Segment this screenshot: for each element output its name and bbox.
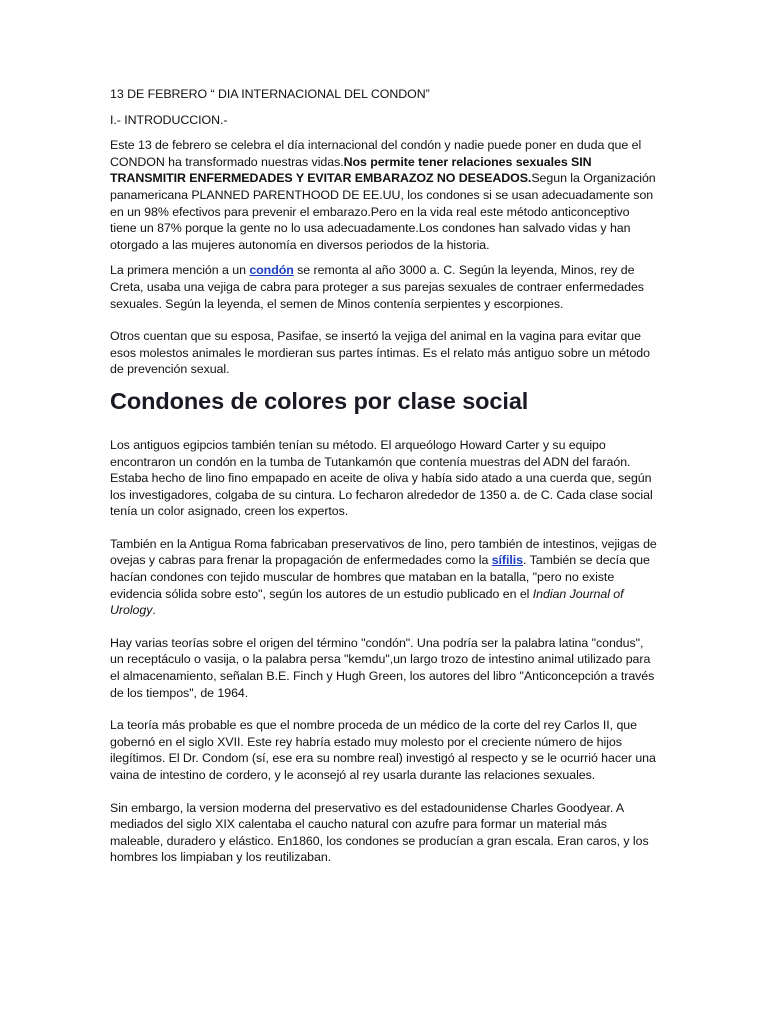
paragraph-intro-bold: Nos permite tener relaciones sexuales SIN TRANSMITIR ENFERMEDADES Y EVITAR EMBARAZOZ NO DESEADOS. (110, 154, 592, 186)
paragraph-roma-text-b: . También se decía que hacían condones con tejido muscular de hombres que mataban en la batalla, "pero no existe evidencia sólida sobre esto", según los autores de un estudio publicado en el (110, 553, 650, 601)
paragraph-carlos-ii: La teoría más probable es que el nombre proceda de un médico de la corte del rey Carlos II, que gobernó en el siglo XVII. Este rey habría estado muy molesto por el creciente número de hijos ilegítimos. El Dr. Condom (sí, ese era su nombre real) investigó al respecto y se le ocurrió hacer una vaina de intestino de cordero, y le aconsejó al rey usarla durante las relaciones sexuales. (110, 718, 656, 782)
paragraph-roma-text-c: . (152, 603, 156, 618)
paragraph-goodyear: Sin embargo, la version moderna del preservativo es del estadounidense Charles Goodyear. A mediados del siglo XIX calentaba el caucho natural con azufre para formar un material más maleable, duradero y elástico. En1860, los condones se producían a gran escala. Eran caros, y los hombres los limpiaban y los reutilizaban. (110, 800, 649, 865)
section-heading-introduccion: I.- INTRODUCCION.- (110, 112, 228, 127)
paragraph-roma-text-a: También en la Antigua Roma fabricaban preservativos de lino, pero también de intestinos, vejigas de ovejas y cabras para frenar la propagación de enfermedades como la (110, 536, 657, 568)
document-title: 13 DE FEBRERO “ DIA INTERNACIONAL DEL CONDON” (110, 87, 430, 101)
paragraph-first-mention-text-a: La primera mención a un (110, 263, 250, 278)
paragraph-first-mention-text-b: se remonta al año 3000 a. C. Según la leyenda, Minos, rey de Creta, usaba una vejiga de cabra para proteger a sus parejas sexuales de contraer enfermedades sexuales. Según la leyenda, el semen de Minos contenía serpientes y escorpiones. (110, 263, 644, 311)
paragraph-egipcios: Los antiguos egipcios también tenían su método. El arqueólogo Howard Carter y su equipo encontraron un condón en la tumba de Tutankamón que contenía muestras del ADN del faraón. Estaba hecho de lino fino empapado en aceite de oliva y había sido atado a una cuerda que, según los investigadores, colgaba de su cintura. Lo fecharon alrededor de 1350 a. de C. Cada clase social tenía un color asignado, creen los expertos. (110, 437, 653, 519)
paragraph-roma (110, 536, 658, 619)
paragraph-intro-text-a: Este 13 de febrero se celebra el día internacional del condón y nadie puede poner en duda que el CONDON ha transformado nuestras vidas. (110, 138, 642, 169)
sifilis-link[interactable]: sífilis (491, 553, 524, 568)
condon-link[interactable]: condón (249, 263, 294, 278)
document-body (110, 86, 658, 882)
journal-title: Indian Journal of Urology (110, 586, 624, 618)
paragraph-pasifae: Otros cuentan que su esposa, Pasifae, se insertó la vejiga del animal en la vagina para evitar que esos molestos animales le mordieran sus partes íntimas. Es el relato más antiguo sobre un método de prevención sexual. (110, 329, 650, 377)
section-heading-colores: Condones de colores por clase social (110, 387, 529, 414)
paragraph-first-mention (110, 262, 658, 312)
paragraph-origen-termino: Hay varias teorías sobre el origen del término "condón". Una podría ser la palabra latina "condus", un receptáculo o vasija, o la palabra persa "kemdu",un largo trozo de intestino animal utilizado para el almacenamiento, señalan B.E. Finch y Hugh Green, los autores del libro "Anticoncepción a través de los tiempos", de 1964. (110, 635, 655, 700)
paragraph-intro-text-c: Segun la Organización panamericana PLANNED PARENTHOOD DE EE.UU, los condones si se usan adecuadamente son en un 98% efectivos para prevenir el embarazo.Pero en la vida real este método anticonceptivo tiene un 87% porque la gente no lo usa adecuadamente.Los condones han salvado vidas y han otorgado a las mujeres autonomía en diversos periodos de la historia. (110, 171, 656, 252)
paragraph-intro (110, 137, 658, 253)
